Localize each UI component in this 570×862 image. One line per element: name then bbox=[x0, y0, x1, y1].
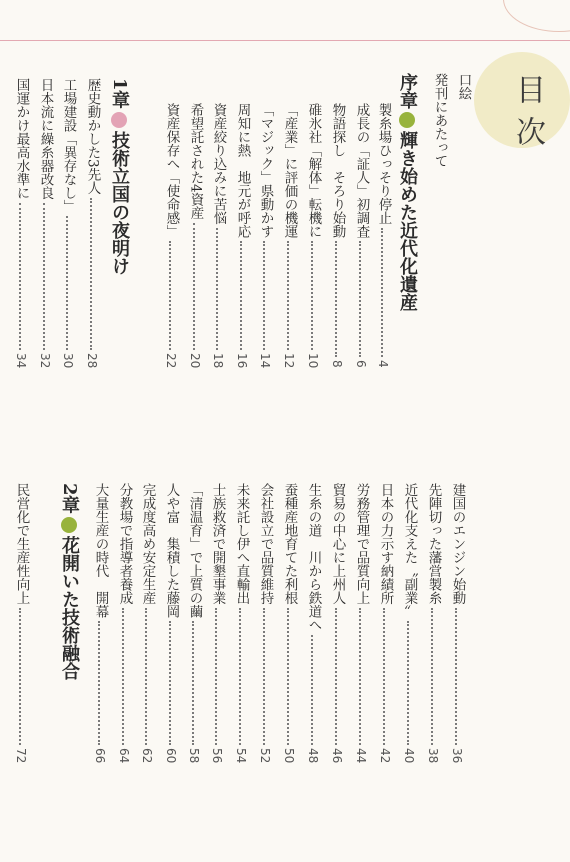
toc-entry bbox=[61, 78, 75, 368]
dot-leader bbox=[133, 608, 147, 745]
entry-title: 希望託された4資産 bbox=[187, 103, 204, 220]
toc-entry bbox=[282, 483, 296, 763]
dot-leader bbox=[323, 241, 337, 357]
toc-entry bbox=[38, 78, 52, 368]
entry-title: 分教場で指導者養成 bbox=[116, 483, 133, 605]
page-number: 20 bbox=[187, 352, 202, 368]
page-number: 46 bbox=[329, 747, 344, 763]
entry-title: 資産保存へ「使命感」 bbox=[163, 103, 180, 238]
page-number: 28 bbox=[84, 352, 99, 368]
toc-entry bbox=[164, 483, 178, 763]
decorative-arc bbox=[503, 0, 570, 32]
page-number: 66 bbox=[92, 747, 107, 763]
toc-entry bbox=[234, 483, 248, 763]
toc-entry bbox=[235, 103, 249, 368]
entry-title: 成長の「証人」初調査 bbox=[353, 103, 370, 238]
entry-title: 日本の力示す納績所 bbox=[377, 483, 394, 605]
entry-title: 「清温育」で上質の繭 bbox=[186, 483, 203, 618]
page-number: 62 bbox=[139, 747, 154, 763]
entry-title: 蚕種産地育てた利根 bbox=[281, 483, 298, 605]
dot-leader bbox=[419, 608, 433, 745]
entry-title: 周知に熱 地元が呼応 bbox=[234, 103, 251, 238]
entry-title: 工場建設「異存なし」 bbox=[60, 78, 77, 213]
toc-entry bbox=[85, 78, 99, 368]
page-number: 54 bbox=[233, 747, 248, 763]
entry-title: 先陣切った藩営製糸 bbox=[425, 483, 442, 605]
toc-entry bbox=[450, 483, 464, 763]
dot-leader bbox=[251, 241, 265, 350]
green-dot-icon bbox=[399, 112, 415, 128]
chapter2-heading bbox=[60, 483, 78, 680]
entry-title: 大量生産の時代 開幕 bbox=[92, 483, 109, 618]
chapter0-number: 序章 bbox=[397, 73, 418, 109]
entry-title: 「産業」に評価の機運 bbox=[281, 103, 298, 238]
page-number: 10 bbox=[305, 352, 320, 368]
chapter0-title: 輝き始めた近代化遺産 bbox=[397, 131, 418, 311]
entry-title: 碓氷社「解体」転機に bbox=[305, 103, 322, 238]
dot-leader bbox=[347, 608, 361, 745]
top-rule bbox=[0, 40, 570, 41]
page-number: 60 bbox=[163, 747, 178, 763]
page-number: 30 bbox=[60, 352, 75, 368]
page-number: 64 bbox=[116, 747, 131, 763]
dot-leader bbox=[54, 216, 68, 350]
chapter1-number: 1章 bbox=[109, 78, 130, 109]
dot-leader bbox=[86, 621, 100, 745]
toc-entry bbox=[354, 483, 368, 763]
dot-leader bbox=[157, 241, 171, 350]
page-number: 58 bbox=[186, 747, 201, 763]
toc-entry bbox=[330, 103, 344, 368]
entry-title: 貿易の中心に上州人 bbox=[329, 483, 346, 605]
page-number: 48 bbox=[305, 747, 320, 763]
chapter2-number: 2章 bbox=[59, 483, 80, 514]
page-number: 42 bbox=[377, 747, 392, 763]
entry-title: 労務管理で品質向上 bbox=[353, 483, 370, 605]
dot-leader bbox=[157, 621, 171, 745]
toc-title: 目次 bbox=[510, 74, 545, 158]
dot-leader bbox=[180, 621, 194, 745]
page-number: 8 bbox=[329, 360, 344, 368]
entry-title: 人や富 集積した藤岡 bbox=[163, 483, 180, 618]
dot-leader bbox=[371, 608, 385, 745]
toc-entry bbox=[306, 483, 320, 763]
toc-entry bbox=[164, 103, 178, 368]
dot-leader bbox=[110, 608, 124, 745]
entry-title: 「マジック」県動かす bbox=[257, 103, 274, 238]
dot-leader bbox=[204, 228, 218, 350]
toc-entry bbox=[426, 483, 440, 763]
page-number: 36 bbox=[449, 747, 464, 763]
page-number: 4 bbox=[375, 360, 390, 368]
entry-title: 生糸の道 川から鉄道へ bbox=[305, 483, 322, 632]
page-number: 52 bbox=[257, 747, 272, 763]
page-number: 34 bbox=[13, 352, 28, 368]
dot-leader bbox=[227, 608, 241, 745]
dot-leader bbox=[31, 203, 45, 350]
toc-entry bbox=[376, 103, 390, 368]
toc-entry bbox=[306, 103, 320, 368]
entry-title: 日本流に繰糸器改良 bbox=[37, 78, 54, 200]
entry-title: 物語探し そろり始動 bbox=[329, 103, 346, 238]
dot-leader bbox=[251, 608, 265, 745]
toc-entry bbox=[14, 78, 28, 368]
dot-leader bbox=[369, 228, 383, 358]
dot-leader bbox=[395, 621, 409, 745]
entry-title: 未来託し伊へ直輸出 bbox=[233, 483, 250, 605]
toc-entry bbox=[402, 483, 416, 763]
page-number: 18 bbox=[210, 352, 225, 368]
page-number: 22 bbox=[163, 352, 178, 368]
entry-title: 製糸場ひっそり停止 bbox=[375, 103, 392, 225]
dot-leader bbox=[7, 608, 21, 745]
page-number: 44 bbox=[353, 747, 368, 763]
entry-title: 国運かけ最高水準に bbox=[13, 78, 30, 200]
page-number: 40 bbox=[401, 747, 416, 763]
chapter0-heading bbox=[398, 73, 416, 311]
dot-leader bbox=[228, 241, 242, 350]
toc-entry bbox=[187, 483, 201, 763]
page-number: 32 bbox=[37, 352, 52, 368]
kuchie-label: 口絵 bbox=[455, 73, 472, 100]
page-number: 72 bbox=[13, 747, 28, 763]
dot-leader bbox=[299, 241, 313, 350]
entry-title: 完成度高め安定生産 bbox=[139, 483, 156, 605]
dot-leader bbox=[181, 223, 195, 350]
entry-title: 会社設立で品質維持 bbox=[257, 483, 274, 605]
toc-entry bbox=[188, 103, 202, 368]
entry-title: 近代化支えた〝副業〟 bbox=[401, 483, 418, 618]
toc-entry bbox=[14, 483, 28, 763]
dot-leader bbox=[275, 241, 289, 350]
toc-entry bbox=[211, 103, 225, 368]
dot-leader bbox=[78, 198, 92, 350]
green-dot-icon bbox=[61, 517, 77, 533]
entry-title: 民営化で生産性向上 bbox=[13, 483, 30, 605]
entry-title: 士族救済で開墾事業 bbox=[209, 483, 226, 605]
dot-leader bbox=[275, 608, 289, 745]
toc-entry bbox=[282, 103, 296, 368]
chapter2-title: 花開いた技術融合 bbox=[59, 535, 80, 680]
page-number: 50 bbox=[281, 747, 296, 763]
dot-leader bbox=[299, 635, 313, 745]
pink-dot-icon bbox=[111, 112, 127, 128]
chapter1-heading bbox=[110, 78, 128, 275]
preface-label: 発刊にあたって bbox=[431, 73, 448, 168]
dot-leader bbox=[443, 608, 457, 745]
entry-title: 建国のエンジン始動 bbox=[449, 483, 466, 605]
toc-entry bbox=[258, 103, 272, 368]
dot-leader bbox=[7, 203, 21, 350]
page-number: 6 bbox=[353, 360, 368, 368]
page-number: 12 bbox=[281, 352, 296, 368]
chapter1-title: 技術立国の夜明け bbox=[109, 130, 130, 275]
toc-entry bbox=[210, 483, 224, 763]
page-number: 38 bbox=[425, 747, 440, 763]
entry-title: 歴史動かした3先人 bbox=[84, 78, 101, 195]
toc-entry bbox=[93, 483, 107, 763]
page-number: 14 bbox=[257, 352, 272, 368]
page-number: 56 bbox=[209, 747, 224, 763]
page-number: 16 bbox=[234, 352, 249, 368]
toc-entry bbox=[378, 483, 392, 763]
toc-entry bbox=[117, 483, 131, 763]
dot-leader bbox=[323, 608, 337, 745]
toc-entry bbox=[354, 103, 368, 368]
dot-leader bbox=[347, 241, 361, 357]
entry-title: 資産絞り込みに苦悩 bbox=[210, 103, 227, 225]
toc-entry bbox=[140, 483, 154, 763]
toc-entry bbox=[258, 483, 272, 763]
dot-leader bbox=[203, 608, 217, 745]
toc-entry bbox=[330, 483, 344, 763]
